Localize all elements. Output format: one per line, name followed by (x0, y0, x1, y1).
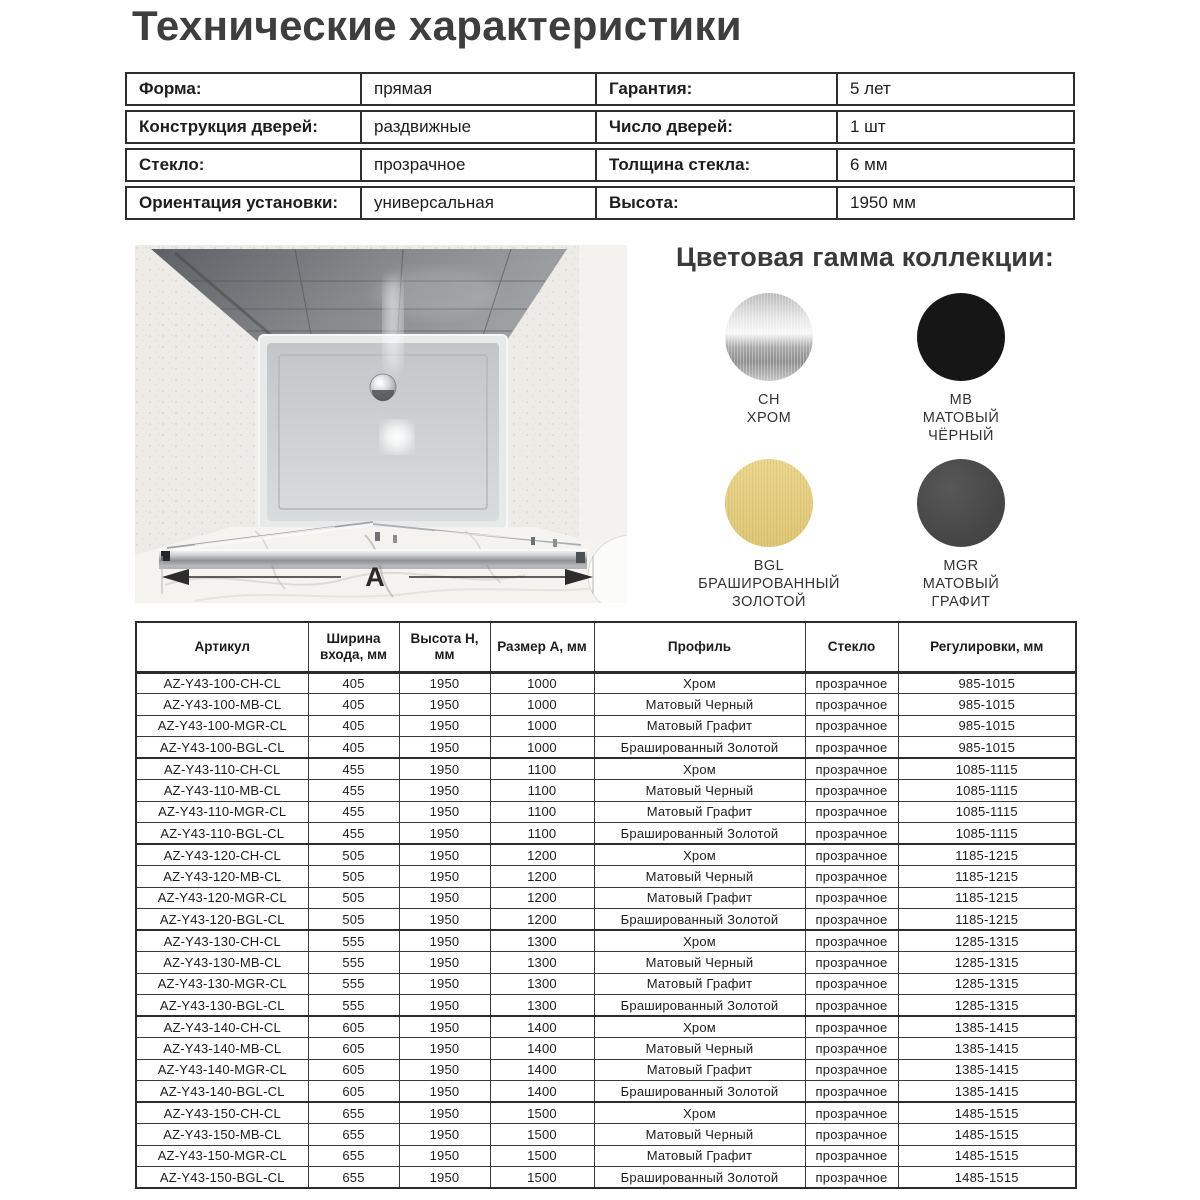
spec-label: Ориентация установки: (139, 193, 339, 212)
table-cell: 1500 (490, 1124, 594, 1146)
spec-row (125, 72, 1075, 106)
table-cell: 985-1015 (898, 737, 1076, 759)
color-section-title: Цветовая гамма коллекции: (675, 242, 1055, 272)
swatch-code: BGL (753, 558, 785, 574)
table-cell: 1000 (490, 694, 594, 716)
table-cell: 1085-1115 (898, 780, 1076, 802)
table-cell: AZ-Y43-110-MGR-CL (136, 801, 308, 823)
table-row (136, 909, 1076, 931)
products-table-body (136, 672, 1076, 1188)
spec-label: Конструкция дверей: (139, 117, 318, 136)
table-row (136, 1059, 1076, 1081)
table-cell: 1950 (399, 887, 490, 909)
col-header-artikul: Артикул (136, 622, 308, 672)
swatch-name: ГРАФИТ (931, 594, 991, 610)
table-cell: 1400 (490, 1081, 594, 1103)
swatch-grid (673, 293, 1057, 611)
table-row (136, 672, 1076, 694)
spec-value: 6 мм (836, 150, 1073, 180)
table-cell: 1200 (490, 866, 594, 888)
table-cell: AZ-Y43-100-MGR-CL (136, 715, 308, 737)
table-cell: прозрачное (805, 715, 898, 737)
swatch-code: CH (758, 392, 780, 408)
products-table-header (136, 622, 1076, 672)
table-cell: 1300 (490, 952, 594, 974)
table-cell: прозрачное (805, 1081, 898, 1103)
table-cell: AZ-Y43-100-BGL-CL (136, 737, 308, 759)
table-cell: 1100 (490, 780, 594, 802)
table-row (136, 1167, 1076, 1189)
table-cell: 1385-1415 (898, 1016, 1076, 1038)
table-cell: прозрачное (805, 1016, 898, 1038)
table-cell: 1000 (490, 737, 594, 759)
table-cell: 1950 (399, 801, 490, 823)
table-cell: 985-1015 (898, 672, 1076, 694)
table-cell: Брашированный Золотой (594, 995, 805, 1017)
table-cell: Брашированный Золотой (594, 1081, 805, 1103)
table-cell: 1285-1315 (898, 952, 1076, 974)
table-cell: 1085-1115 (898, 758, 1076, 780)
spec-value: 1 шт (836, 112, 1073, 142)
table-cell: 605 (308, 1016, 399, 1038)
table-cell: 1950 (399, 909, 490, 931)
spec-label: Число дверей: (595, 112, 836, 142)
table-cell: AZ-Y43-110-BGL-CL (136, 823, 308, 845)
table-row (136, 887, 1076, 909)
swatch-name: ЧЁРНЫЙ (928, 428, 994, 444)
table-cell: 1385-1415 (898, 1038, 1076, 1060)
table-cell: 1200 (490, 844, 594, 866)
table-cell: 405 (308, 694, 399, 716)
table-cell: 1085-1115 (898, 801, 1076, 823)
table-cell: 505 (308, 866, 399, 888)
table-cell: Хром (594, 844, 805, 866)
swatch-brushed-gold (673, 459, 865, 611)
table-cell: Брашированный Золотой (594, 1167, 805, 1189)
swatch-name: МАТОВЫЙ (922, 410, 1000, 426)
table-cell: 1950 (399, 930, 490, 952)
table-cell: прозрачное (805, 823, 898, 845)
table-cell: Хром (594, 758, 805, 780)
table-cell: 1950 (399, 1167, 490, 1189)
col-header-size-a: Размер А, мм (490, 622, 594, 672)
table-cell: AZ-Y43-130-CH-CL (136, 930, 308, 952)
spec-label: Высота: (595, 188, 836, 218)
table-row (136, 952, 1076, 974)
table-cell: прозрачное (805, 973, 898, 995)
table-cell: Матовый Графит (594, 801, 805, 823)
table-cell: прозрачное (805, 887, 898, 909)
table-cell: 1485-1515 (898, 1124, 1076, 1146)
table-row (136, 1016, 1076, 1038)
table-cell: прозрачное (805, 1102, 898, 1124)
swatch-code: MGR (943, 558, 979, 574)
table-row (136, 866, 1076, 888)
table-cell: AZ-Y43-150-CH-CL (136, 1102, 308, 1124)
table-cell: 1385-1415 (898, 1081, 1076, 1103)
table-cell: 405 (308, 672, 399, 694)
spec-value: раздвижные (360, 112, 595, 142)
table-cell: AZ-Y43-120-CH-CL (136, 844, 308, 866)
table-cell: 1950 (399, 780, 490, 802)
table-cell: 605 (308, 1038, 399, 1060)
table-row (136, 694, 1076, 716)
spec-row (125, 186, 1075, 220)
table-cell: Матовый Черный (594, 1124, 805, 1146)
table-cell: 1185-1215 (898, 887, 1076, 909)
spec-label: Гарантия: (595, 74, 836, 104)
table-cell: прозрачное (805, 694, 898, 716)
table-cell: Хром (594, 930, 805, 952)
table-cell: Матовый Графит (594, 887, 805, 909)
table-cell: 605 (308, 1081, 399, 1103)
table-cell: 1300 (490, 930, 594, 952)
table-cell: Матовый Черный (594, 694, 805, 716)
table-cell: AZ-Y43-120-MB-CL (136, 866, 308, 888)
table-cell: AZ-Y43-100-MB-CL (136, 694, 308, 716)
table-cell: 1950 (399, 1059, 490, 1081)
spec-value: 1950 мм (836, 188, 1073, 218)
page-title: Технические характеристики (132, 2, 742, 49)
table-cell: 455 (308, 823, 399, 845)
swatch-label (865, 391, 1057, 445)
table-cell: 455 (308, 801, 399, 823)
table-cell: прозрачное (805, 780, 898, 802)
col-header-profile: Профиль (594, 622, 805, 672)
spec-value: 5 лет (836, 74, 1073, 104)
table-cell: прозрачное (805, 909, 898, 931)
table-row (136, 1102, 1076, 1124)
light-blob (382, 422, 412, 452)
table-cell: 1285-1315 (898, 973, 1076, 995)
spec-row (125, 110, 1075, 144)
table-cell: 1485-1515 (898, 1145, 1076, 1167)
spec-label: Толщина стекла: (595, 150, 836, 180)
table-cell: прозрачное (805, 801, 898, 823)
swatch-name: МАТОВЫЙ (922, 576, 1000, 592)
table-cell: 1300 (490, 995, 594, 1017)
table-cell: 1950 (399, 1124, 490, 1146)
table-cell: 1100 (490, 758, 594, 780)
table-cell: 1385-1415 (898, 1059, 1076, 1081)
table-row (136, 844, 1076, 866)
table-cell: AZ-Y43-150-MGR-CL (136, 1145, 308, 1167)
table-cell: AZ-Y43-140-CH-CL (136, 1016, 308, 1038)
table-cell: 1000 (490, 672, 594, 694)
table-cell: прозрачное (805, 737, 898, 759)
table-cell: 1950 (399, 995, 490, 1017)
table-cell: 1950 (399, 694, 490, 716)
table-row (136, 780, 1076, 802)
table-cell: 1200 (490, 887, 594, 909)
swatch-code: MB (949, 392, 973, 408)
table-cell: 455 (308, 780, 399, 802)
table-row (136, 1038, 1076, 1060)
swatch-matte-graphite (865, 459, 1057, 611)
table-cell: Матовый Графит (594, 973, 805, 995)
table-row (136, 973, 1076, 995)
spec-label: Стекло: (139, 155, 205, 174)
table-cell: 505 (308, 887, 399, 909)
table-cell: прозрачное (805, 844, 898, 866)
table-cell: прозрачное (805, 1145, 898, 1167)
table-cell: AZ-Y43-150-BGL-CL (136, 1167, 308, 1189)
table-cell: прозрачное (805, 930, 898, 952)
table-cell: AZ-Y43-120-MGR-CL (136, 887, 308, 909)
table-cell: 1185-1215 (898, 844, 1076, 866)
table-cell: 555 (308, 930, 399, 952)
table-cell: 985-1015 (898, 715, 1076, 737)
table-cell: AZ-Y43-100-CH-CL (136, 672, 308, 694)
table-cell: 1400 (490, 1038, 594, 1060)
table-cell: прозрачное (805, 952, 898, 974)
table-cell: 655 (308, 1167, 399, 1189)
spec-value: прямая (360, 74, 595, 104)
table-cell: прозрачное (805, 1124, 898, 1146)
table-cell: 1200 (490, 909, 594, 931)
table-cell: Хром (594, 1016, 805, 1038)
table-cell: AZ-Y43-130-BGL-CL (136, 995, 308, 1017)
table-cell: 1485-1515 (898, 1102, 1076, 1124)
table-cell: Брашированный Золотой (594, 823, 805, 845)
col-header-height: Высота H, мм (399, 622, 490, 672)
swatch-label (673, 391, 865, 427)
table-row (136, 1124, 1076, 1146)
table-cell: Хром (594, 672, 805, 694)
table-cell: 1400 (490, 1059, 594, 1081)
table-cell: AZ-Y43-140-MGR-CL (136, 1059, 308, 1081)
table-cell: 1000 (490, 715, 594, 737)
swatch-name: ХРОМ (746, 410, 792, 426)
table-cell: 1500 (490, 1167, 594, 1189)
col-header-entry-width: Ширина входа, мм (308, 622, 399, 672)
table-cell: Матовый Черный (594, 866, 805, 888)
table-cell: 1950 (399, 715, 490, 737)
table-cell: Матовый Черный (594, 780, 805, 802)
table-cell: 1950 (399, 737, 490, 759)
table-cell: 1300 (490, 973, 594, 995)
table-cell: 1950 (399, 866, 490, 888)
table-cell: 1485-1515 (898, 1167, 1076, 1189)
dimension-a-label: A (365, 562, 385, 592)
table-cell: 605 (308, 1059, 399, 1081)
table-cell: 1950 (399, 844, 490, 866)
table-row (136, 1145, 1076, 1167)
table-row (136, 737, 1076, 759)
table-cell: 1085-1115 (898, 823, 1076, 845)
swatch-label (865, 557, 1057, 611)
table-cell: Матовый Графит (594, 1145, 805, 1167)
spec-value: универсальная (360, 188, 595, 218)
table-cell: 555 (308, 995, 399, 1017)
table-cell: Брашированный Золотой (594, 909, 805, 931)
table-cell: 555 (308, 973, 399, 995)
shower-top-view-diagram (135, 245, 627, 603)
table-cell: 1500 (490, 1102, 594, 1124)
swatch-chrome (673, 293, 865, 445)
spec-value: прозрачное (360, 150, 595, 180)
table-cell: 1285-1315 (898, 930, 1076, 952)
shower-render (135, 245, 627, 603)
table-cell: прозрачное (805, 758, 898, 780)
table-cell: 1950 (399, 1038, 490, 1060)
table-cell: 655 (308, 1102, 399, 1124)
table-cell: 505 (308, 844, 399, 866)
swatch-name: ЗОЛОТОЙ (732, 594, 806, 610)
table-cell: прозрачное (805, 995, 898, 1017)
swatch-circle-matte-black (917, 293, 1005, 381)
swatch-name: БРАШИРОВАННЫЙ (698, 576, 840, 592)
table-cell: 985-1015 (898, 694, 1076, 716)
col-header-adjustments: Регулировки, мм (898, 622, 1076, 672)
table-cell: AZ-Y43-150-MB-CL (136, 1124, 308, 1146)
table-cell: 655 (308, 1145, 399, 1167)
table-cell: 655 (308, 1124, 399, 1146)
table-cell: 1100 (490, 823, 594, 845)
table-cell: 555 (308, 952, 399, 974)
swatch-circle-brushed-gold (725, 459, 813, 547)
table-cell: 1950 (399, 672, 490, 694)
table-row (136, 823, 1076, 845)
table-cell: Матовый Графит (594, 715, 805, 737)
table-cell: Матовый Графит (594, 1059, 805, 1081)
table-cell: 405 (308, 737, 399, 759)
color-collection-section (650, 242, 1080, 611)
table-cell: 1950 (399, 1016, 490, 1038)
swatch-matte-black (865, 293, 1057, 445)
table-cell: 1100 (490, 801, 594, 823)
table-cell: прозрачное (805, 866, 898, 888)
table-cell: 1185-1215 (898, 909, 1076, 931)
table-cell: 1950 (399, 758, 490, 780)
table-cell: 1500 (490, 1145, 594, 1167)
table-cell: 1950 (399, 1145, 490, 1167)
table-cell: 1185-1215 (898, 866, 1076, 888)
table-row (136, 930, 1076, 952)
table-cell: 1950 (399, 1102, 490, 1124)
table-row (136, 1081, 1076, 1103)
table-cell: 1285-1315 (898, 995, 1076, 1017)
table-cell: 505 (308, 909, 399, 931)
table-cell: 405 (308, 715, 399, 737)
table-cell: 1950 (399, 823, 490, 845)
table-cell: 455 (308, 758, 399, 780)
table-cell: AZ-Y43-110-MB-CL (136, 780, 308, 802)
table-cell: AZ-Y43-140-BGL-CL (136, 1081, 308, 1103)
table-cell: прозрачное (805, 1059, 898, 1081)
table-cell: AZ-Y43-130-MB-CL (136, 952, 308, 974)
light-streak (384, 277, 402, 373)
table-cell: Матовый Черный (594, 1038, 805, 1060)
table-cell: прозрачное (805, 672, 898, 694)
table-cell: 1950 (399, 973, 490, 995)
table-cell: AZ-Y43-140-MB-CL (136, 1038, 308, 1060)
table-cell: Матовый Черный (594, 952, 805, 974)
table-cell: AZ-Y43-130-MGR-CL (136, 973, 308, 995)
table-cell: Хром (594, 1102, 805, 1124)
swatch-circle-chrome (725, 293, 813, 381)
table-row (136, 995, 1076, 1017)
table-cell: 1950 (399, 1081, 490, 1103)
products-table (135, 621, 1077, 1189)
specs-table (125, 72, 1075, 224)
table-cell: 1400 (490, 1016, 594, 1038)
table-cell: прозрачное (805, 1038, 898, 1060)
spec-row (125, 148, 1075, 182)
swatch-circle-matte-graphite (917, 459, 1005, 547)
table-row (136, 801, 1076, 823)
spec-label: Форма: (139, 79, 202, 98)
table-cell: AZ-Y43-110-CH-CL (136, 758, 308, 780)
table-row (136, 758, 1076, 780)
table-cell: 1950 (399, 952, 490, 974)
table-cell: прозрачное (805, 1167, 898, 1189)
swatch-label (673, 557, 865, 611)
table-row (136, 715, 1076, 737)
col-header-glass: Стекло (805, 622, 898, 672)
table-cell: Брашированный Золотой (594, 737, 805, 759)
table-cell: AZ-Y43-120-BGL-CL (136, 909, 308, 931)
